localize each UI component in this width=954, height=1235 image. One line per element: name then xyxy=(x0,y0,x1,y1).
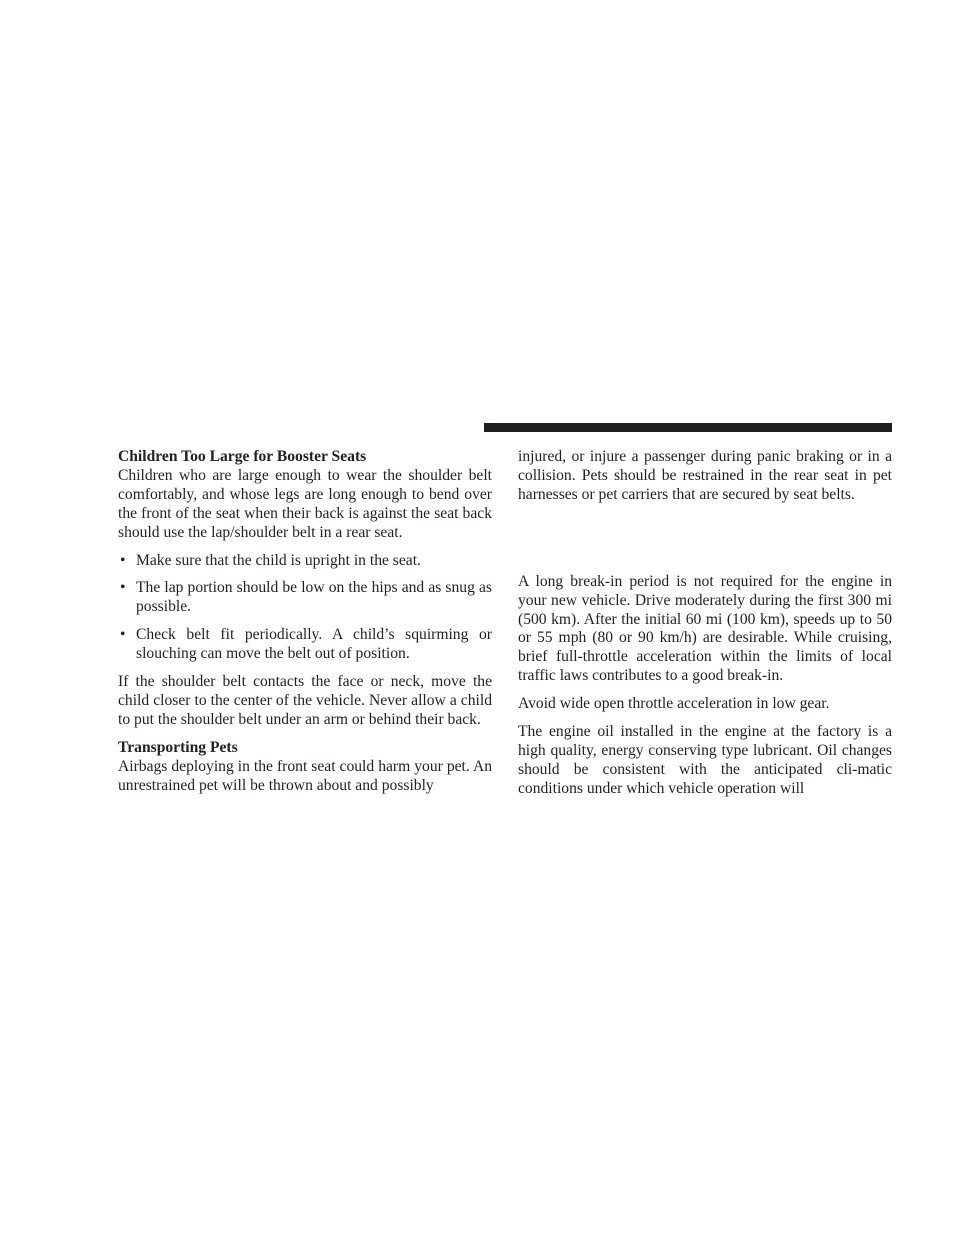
list-item xyxy=(118,552,492,571)
section-rule xyxy=(484,423,892,432)
paragraph-engine-oil: The engine oil installed in the engine at the factory is a high quality, energy conserving type lubricant. Oil changes should be consistent with the anticipated cli-matic conditions under which vehicle operation will xyxy=(518,723,892,797)
paragraph-throttle: Avoid wide open throttle acceleration in low gear. xyxy=(518,695,830,713)
heading-children-too-large: Children Too Large for Booster Seats xyxy=(118,448,367,465)
column-gap xyxy=(518,505,892,573)
bullet-list xyxy=(118,552,492,665)
heading-transporting-pets: Transporting Pets xyxy=(118,738,238,756)
paragraph-pets-continued: injured, or injure a passenger during panic braking or in a collision. Pets should be restrained in the rear seat in pet harnesses or pet carriers that are secured by seat belts. xyxy=(518,448,892,503)
paragraph-shoulder-belt: If the shoulder belt contacts the face or neck, move the child closer to the center of the vehicle. Never allow a child to put the shoulder belt under an arm or behind their back. xyxy=(118,673,492,728)
paragraph-pets: Airbags deploying in the front seat could harm your pet. An unrestrained pet will be thrown about and possibly xyxy=(118,757,492,794)
paragraph-break-in: A long break-in period is not required for the engine in your new vehicle. Drive moderately during the first 300 mi (500 km). After the initial 60 mi (100 km), speeds up to 50 or 55 mph (80 or 90 km/h) are desirable. While cruising, brief full-throttle acceleration within the limits of local traffic laws contributes to a good break-in. xyxy=(518,572,892,685)
paragraph-children-intro: Children who are large enough to wear the shoulder belt comfortably, and whose legs are long enough to bend over the front of the seat when their back is against the seat back should use the lap/shoulder belt in a rear seat. xyxy=(118,466,492,541)
bullet-icon: • xyxy=(120,551,126,569)
list-item xyxy=(118,579,492,617)
list-item-text: Check belt fit periodically. A child’s squirming or slouching can move the belt out of position. xyxy=(136,626,492,663)
list-item xyxy=(118,626,492,664)
right-column xyxy=(518,448,892,799)
left-column xyxy=(118,448,492,796)
list-item-text: Make sure that the child is upright in the seat. xyxy=(136,551,421,569)
list-item-text: The lap portion should be low on the hips and as snug as possible. xyxy=(136,579,492,616)
bullet-icon: • xyxy=(120,579,126,597)
bullet-icon: • xyxy=(120,626,126,644)
